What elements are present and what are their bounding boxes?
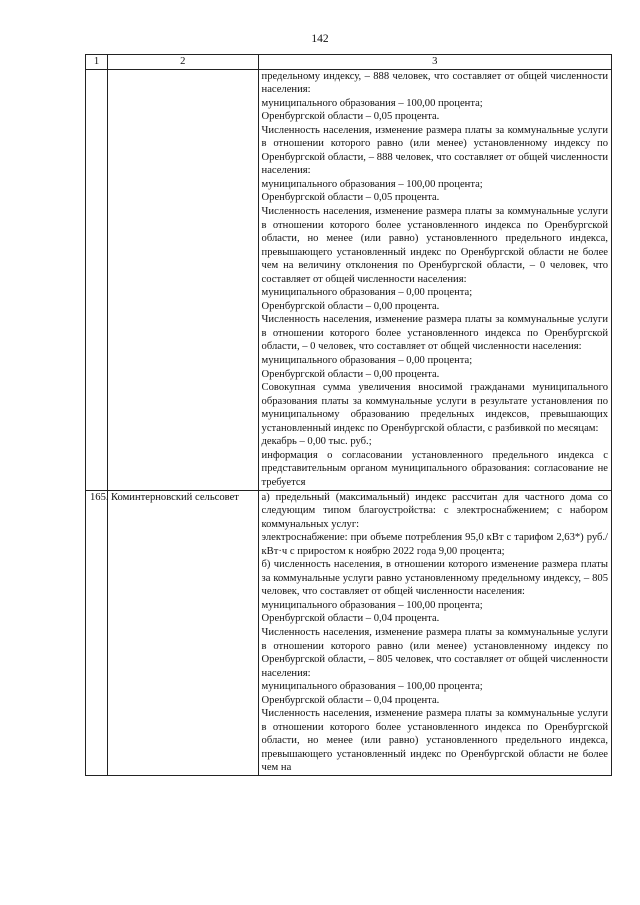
paragraph: Численность населения, изменение размера платы за коммунальные услуги в отношении которого более установленного индекса по Оренбургской области, но менее (или равно) установленного предельного индекса, превышающего установленный индекс по Оренбургской области не более чем на [261, 708, 608, 774]
row-number: 165. [86, 490, 108, 775]
paragraph: муниципального образования – 0,00 процента; [261, 287, 473, 299]
table-header-row [86, 55, 612, 70]
paragraph: декабрь – 0,00 тыс. руб.; [261, 436, 372, 448]
paragraph: Оренбургской области – 0,05 процента. [261, 111, 440, 123]
municipality-name: Коминтерновский сельсовет [107, 490, 258, 775]
header-col-3: 3 [258, 55, 611, 70]
table-row-165 [86, 490, 612, 775]
paragraph: Оренбургской области – 0,04 процента. [261, 613, 440, 625]
paragraph: б) численность населения, в отношении которого изменение размера платы за коммунальные услуги равно установленному предельному индексу, – 805 человек, что составляет от общей численности населения: [261, 559, 608, 598]
paragraph: муниципального образования – 100,00 процента; [261, 599, 483, 611]
paragraph: Численность населения, изменение размера платы за коммунальные услуги в отношении которого равно (или менее) установленному индексу по Оренбургской области, – 888 человек, что составляет от общей численности населения: [261, 124, 608, 177]
document-table [85, 54, 612, 776]
paragraph: муниципального образования – 100,00 процента; [261, 97, 483, 109]
paragraph: Численность населения, изменение размера платы за коммунальные услуги в отношении которого более установленного индекса по Оренбургской области, – 0 человек, что составляет от общей численности населения: [261, 314, 608, 353]
paragraph: Численность населения, изменение размера платы за коммунальные услуги в отношении которого более установленного индекса по Оренбургской области, но менее (или равно) установленного предельного индекса, превышающего установленный индекс по Оренбургской области не более чем на величину отклонения по Оренбургской области, – 0 человек, что составляет от общей численности населения: [261, 206, 608, 285]
paragraph: информация о согласовании установленного предельного индекса с представительным органом муниципального образования: согласование не требуется [261, 449, 608, 488]
paragraph: Оренбургской области – 0,05 процента. [261, 192, 440, 204]
paragraph: предельному индексу, – 888 человек, что составляет от общей численности населения: [261, 70, 608, 96]
header-col-2: 2 [107, 55, 258, 70]
table-row-continued [86, 69, 612, 490]
paragraph: Оренбургской области – 0,00 процента. [261, 300, 440, 312]
row-details [258, 69, 611, 490]
paragraph: электроснабжение: при объеме потребления 95,0 кВт с тарифом 2,63*) руб./кВт·ч с приростом к ноябрю 2022 года 9,00 процента; [261, 532, 608, 557]
header-col-1: 1 [86, 55, 108, 70]
paragraph: муниципального образования – 100,00 процента; [261, 178, 483, 190]
page-number: 142 [311, 33, 329, 45]
paragraph: Оренбургской области – 0,00 процента. [261, 368, 440, 380]
row-number [86, 69, 108, 490]
paragraph: Оренбургской области – 0,04 процента. [261, 694, 440, 706]
paragraph: Численность населения, изменение размера платы за коммунальные услуги в отношении которого равно (или менее) установленному индексу по Оренбургской области, – 805 человек, что составляет от общей численности населения: [261, 626, 608, 679]
paragraph: а) предельный (максимальный) индекс рассчитан для частного дома со следующим типом благоустройства: с электроснабжением; с набором коммунальных услуг: [261, 491, 608, 530]
paragraph: муниципального образования – 100,00 процента; [261, 681, 483, 693]
paragraph: Совокупная сумма увеличения вносимой гражданами муниципального образования платы за коммунальные услуги в результате установления по муниципальному образованию предельных индексов, превышающих установленный индекс по Оренбургской области, с разбивкой по месяцам: [261, 382, 608, 434]
paragraph: муниципального образования – 0,00 процента; [261, 355, 473, 367]
municipality-name [107, 69, 258, 490]
row-details [258, 490, 611, 775]
